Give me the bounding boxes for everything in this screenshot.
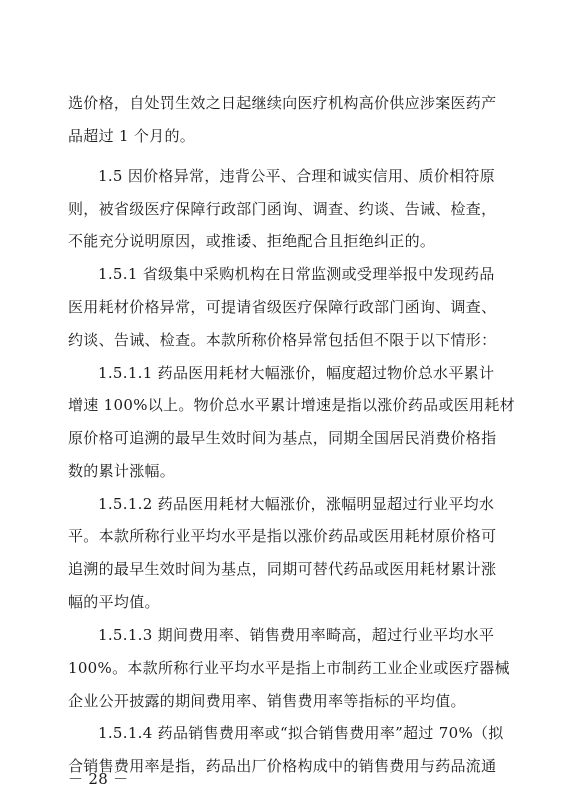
text-line: 原价格可追溯的最早生效时间为基点，同期全国居民消费价格指	[68, 429, 497, 447]
text-line: 数的累计涨幅。	[68, 462, 176, 480]
paragraph-heading-1-5-1-1: 1.5.1.1 药品医用耗材大幅涨价，幅度超过物价总水平累计	[98, 364, 495, 382]
paragraph-heading-1-5-1-2: 1.5.1.2 药品医用耗材大幅涨价，涨幅明显超过行业平均水	[98, 495, 495, 513]
paragraph-heading-1-5: 1.5 因价格异常，违背公平、合理和诚实信用、质价相符原	[98, 167, 496, 185]
text-line: 平。本款所称行业平均水平是指以涨价药品或医用耗材原价格可	[68, 527, 497, 545]
paragraph-heading-1-5-1-3: 1.5.1.3 期间费用率、销售费用率畸高，超过行业平均水平	[98, 626, 495, 644]
text-line: 合销售费用率是指，药品出厂价格构成中的销售费用与药品流通	[68, 757, 497, 775]
text-line: 约谈、告诫、检查。本款所称价格异常包括但不限于以下情形：	[68, 331, 497, 349]
text-line: 选价格，自处罚生效之日起继续向医疗机构高价供应涉案医药产	[68, 94, 497, 112]
text-line: 增速 100%以上。物价总水平累计增速是指以涨价药品或医用耗材	[68, 396, 515, 414]
text-line: 追溯的最早生效时间为基点，同期可替代药品或医用耗材累计涨	[68, 560, 497, 578]
text-line: 医用耗材价格异常，可提请省级医疗保障行政部门函询、调查、	[68, 298, 497, 316]
paragraph-heading-1-5-1: 1.5.1 省级集中采购机构在日常监测或受理举报中发现药品	[98, 265, 495, 283]
text-line: 品超过 1 个月的。	[68, 127, 196, 145]
text-line: 100%。本款所称行业平均水平是指上市制药工业企业或医疗器械	[68, 659, 510, 677]
text-line: 企业公开披露的期间费用率、销售费用率等指标的平均值。	[68, 692, 466, 710]
page-number: － 28 －	[68, 770, 129, 788]
text-line: 幅的平均值。	[68, 593, 160, 611]
paragraph-heading-1-5-1-4: 1.5.1.4 药品销售费用率或“拟合销售费用率”超过 70%（拟	[98, 724, 504, 742]
text-line: 不能充分说明原因，或推诿、拒绝配合且拒绝纠正的。	[68, 232, 436, 250]
text-line: 则，被省级医疗保障行政部门函询、调查、约谈、告诫、检查，	[68, 200, 497, 218]
